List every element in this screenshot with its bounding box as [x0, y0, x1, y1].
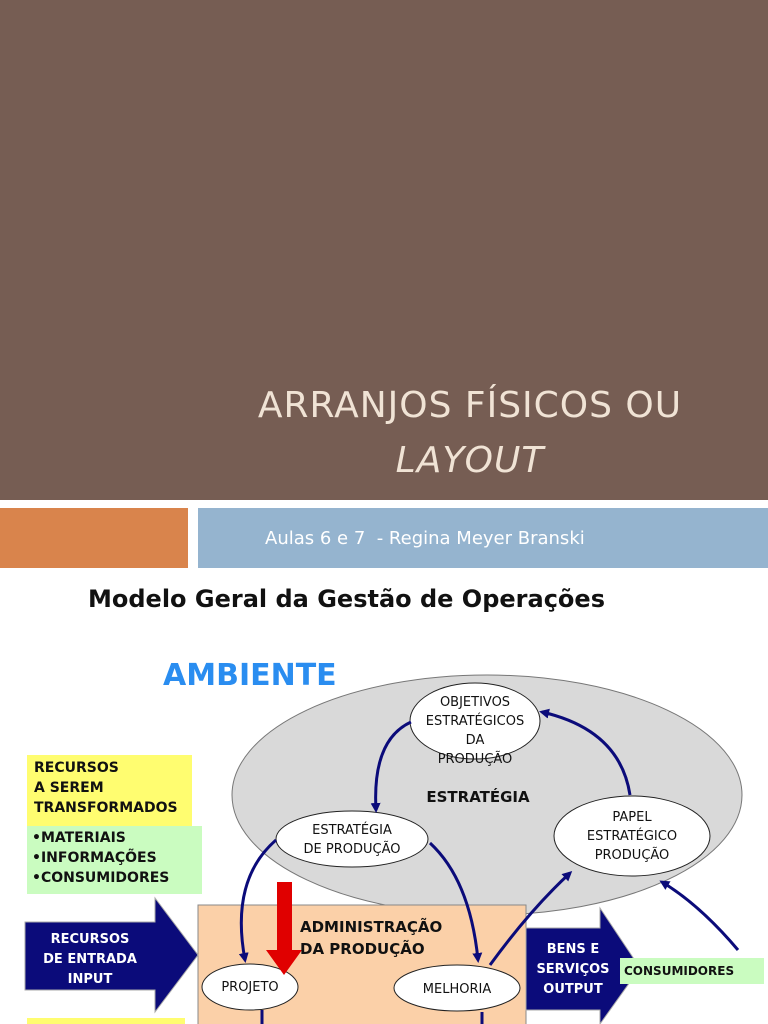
arrow-consumers-to-role: [662, 882, 738, 950]
environment-label: AMBIENTE: [163, 658, 337, 693]
objectives-label: OBJETIVOS ESTRATÉGICOS DA PRODUÇÃO: [425, 695, 525, 767]
slide-subtitle: Aulas 6 e 7 - Regina Meyer Branski: [265, 528, 585, 549]
resources-list-box: •MATERIAIS •INFORMAÇÕES •CONSUMIDORES: [27, 826, 202, 894]
design-label: PROJETO: [221, 980, 279, 995]
slide-title-line1: ARRANJOS FÍSICOS OU: [257, 385, 683, 426]
strategic-role-label: PAPEL ESTRATÉGICO PRODUÇÃO: [586, 810, 678, 863]
strategy-label: ESTRATÉGIA: [426, 788, 530, 806]
production-management-label: ADMINISTRAÇÃO DA PRODUÇÃO: [300, 918, 443, 958]
output-label: BENS E SERVIÇOS OUTPUT: [536, 942, 610, 997]
input-label: RECURSOS DE ENTRADA INPUT: [43, 932, 137, 987]
improvement-label: MELHORIA: [422, 982, 492, 997]
bottom-yellow-box: [27, 1018, 185, 1024]
production-strategy-label: ESTRATÉGIA DE PRODUÇÃO: [303, 823, 401, 857]
slide-title-line2: LAYOUT: [395, 440, 545, 481]
resources-to-transform-box: RECURSOS A SEREM TRANSFORMADOS: [27, 755, 192, 826]
consumers-box: CONSUMIDORES: [620, 958, 764, 984]
content-heading: Modelo Geral da Gestão de Operações: [88, 585, 605, 613]
